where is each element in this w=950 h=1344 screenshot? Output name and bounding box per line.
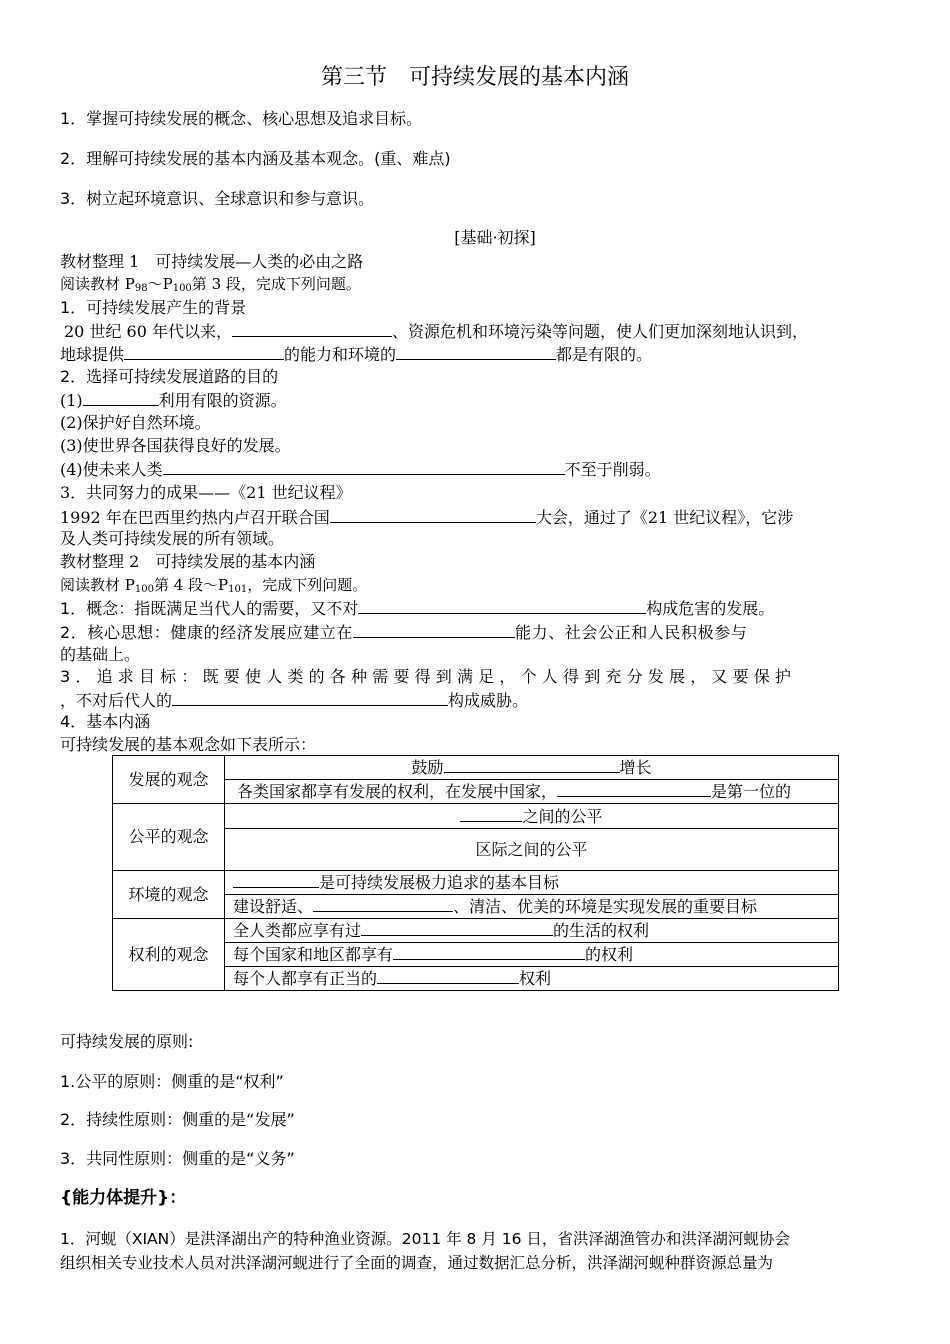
fill-blank[interactable] xyxy=(361,919,553,936)
core-idea-line-2: 的基础上。 xyxy=(60,645,141,664)
background-line-1: 20 世纪 60 年代以来， 、资源危机和环境污染等问题，使人们更加深刻地认识到， xyxy=(64,322,808,341)
question1-line-1: 1．河蚬（XIAN）是洪泽湖出产的特种渔业资源。2011 年 8 月 16 日，省洪泽湖渔管办和洪泽湖河蚬协会 xyxy=(60,1230,790,1248)
cell-environment-2: 建设舒适、 、清洁、优美的环境是实现发展的重要目标 xyxy=(225,895,839,919)
table-intro: 可持续发展的基本观念如下表所示： xyxy=(60,735,317,754)
fill-blank[interactable] xyxy=(124,343,284,360)
purpose-heading: 2．选择可持续发展道路的目的 xyxy=(60,367,279,386)
cell-fairness-1: 之间的公平 xyxy=(225,804,839,829)
purpose-item-1: (1) 利用有限的资源。 xyxy=(60,391,287,410)
goal-line-2: ，不对后代人的 构成威胁。 xyxy=(60,691,529,710)
cell-rights-3: 每个人都享有正当的 权利 xyxy=(225,967,839,991)
section1-reading-note: 阅读教材 $P_{98}\sim P_{100}$第 3 段，完成下列问题。 xyxy=(60,275,361,294)
table-row xyxy=(113,804,839,829)
background-line-2: 地球提供 的能力和环境的 都是有限的。 xyxy=(60,345,653,364)
goal-line-1: 3．追求目标：既要使人类的各种需要得到满足，个人得到充分发展，又要保护 xyxy=(60,667,797,686)
table-row xyxy=(113,919,839,943)
agenda-line-1: 1992 年在巴西里约热内卢召开联合国 大会，通过了《21 世纪议程》，它涉 xyxy=(60,508,794,527)
fill-blank[interactable] xyxy=(172,689,448,706)
agenda-heading: 3．共同努力的成果——《21 世纪议程》 xyxy=(60,483,352,502)
fill-blank[interactable] xyxy=(233,871,319,888)
label-environment: 环境的观念 xyxy=(113,871,225,919)
fill-blank[interactable] xyxy=(358,597,646,614)
cell-rights-1: 全人类都应享有过 的生活的权利 xyxy=(225,919,839,943)
question1-line-2: 组织相关专业技术人员对洪泽湖河蚬进行了全面的调查，通过数据汇总分析，洪泽湖河蚬种群资源总量为 xyxy=(60,1254,774,1272)
concept-line: 1．概念：指既满足当代人的需要，又不对 构成危害的发展。 xyxy=(60,599,775,618)
fill-blank[interactable] xyxy=(330,506,536,523)
fill-blank[interactable] xyxy=(232,320,392,337)
purpose-item-3: (3)使世界各国获得良好的发展。 xyxy=(60,436,291,455)
label-rights: 权利的观念 xyxy=(113,919,225,991)
principle-item-3: 3．共同性原则：侧重的是“义务” xyxy=(60,1149,295,1168)
principle-item-2: 2．持续性原则：侧重的是“发展” xyxy=(60,1110,295,1129)
content-heading: 4．基本内涵 xyxy=(60,712,151,731)
fill-blank[interactable] xyxy=(83,389,159,406)
table-row xyxy=(113,871,839,895)
core-idea-line-1: 2．核心思想：健康的经济发展应建立在 能力、社会公正和人民积极参与 xyxy=(60,623,748,642)
goal-item-2: 2．理解可持续发展的基本内涵及基本观念。(重、难点) xyxy=(60,149,451,168)
fill-blank[interactable] xyxy=(557,780,711,797)
fill-blank[interactable] xyxy=(353,621,515,638)
goal-item-3: 3．树立起环境意识、全球意识和参与意识。 xyxy=(60,189,375,208)
concepts-table xyxy=(112,755,839,991)
table-row xyxy=(113,756,839,780)
purpose-item-4: (4)使未来人类 不至于削弱。 xyxy=(60,460,661,479)
fill-blank[interactable] xyxy=(460,805,522,822)
agenda-line-2: 及人类可持续发展的所有领域。 xyxy=(60,529,285,548)
section2-reading-note: 阅读教材 $P_{100}$第 4 段$\sim P_{101}$，完成下列问题。 xyxy=(60,576,368,595)
cell-development-2: 各类国家都享有发展的权利，在发展中国家， 是第一位的 xyxy=(225,780,839,804)
fill-blank[interactable] xyxy=(313,895,453,912)
section2-heading: 教材整理 2 可持续发展的基本内涵 xyxy=(60,552,316,571)
section1-heading: 教材整理 1 可持续发展—人类的必由之路 xyxy=(60,252,364,271)
cell-development-1: 鼓励 增长 xyxy=(225,756,839,780)
fill-blank[interactable] xyxy=(444,756,620,773)
goal-item-1: 1．掌握可持续发展的概念、核心思想及追求目标。 xyxy=(60,109,423,128)
label-development: 发展的观念 xyxy=(113,756,225,804)
fill-blank[interactable] xyxy=(377,967,519,984)
page-title: 第三节 可持续发展的基本内涵 xyxy=(320,65,629,90)
label-fairness: 公平的观念 xyxy=(113,804,225,871)
cell-rights-2: 每个国家和地区都享有 的权利 xyxy=(225,943,839,967)
fill-blank[interactable] xyxy=(163,458,565,475)
principles-heading: 可持续发展的原则: xyxy=(60,1032,194,1051)
purpose-item-2: (2)保护好自然环境。 xyxy=(60,413,211,432)
fill-blank[interactable] xyxy=(396,343,556,360)
basics-header: [基础·初探] xyxy=(454,228,536,247)
cell-fairness-2: 区际之间的公平 xyxy=(225,829,839,871)
ability-header: {能力体提升}： xyxy=(60,1188,187,1208)
background-heading: 1．可持续发展产生的背景 xyxy=(60,298,247,317)
cell-environment-1: 是可持续发展极力追求的基本目标 xyxy=(225,871,839,895)
fill-blank[interactable] xyxy=(393,943,585,960)
principle-item-1: 1.公平的原则：侧重的是“权利” xyxy=(60,1072,284,1091)
